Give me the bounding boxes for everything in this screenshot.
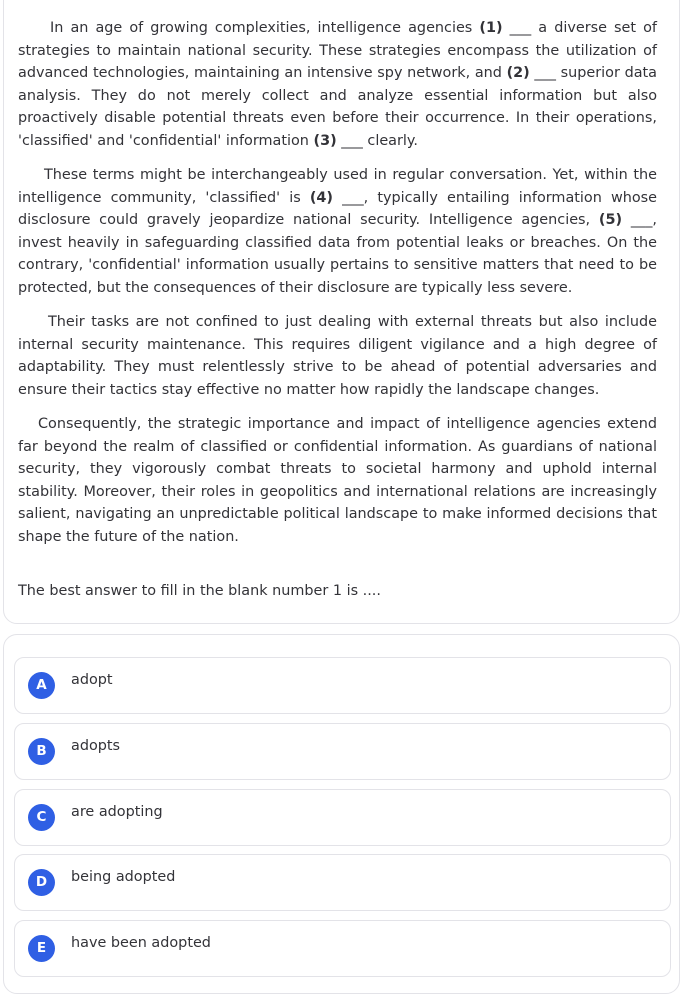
passage-paragraph-3 (18, 311, 657, 401)
blank-number: (3) (313, 132, 337, 149)
passage-text: ___, invest heavily in safeguarding classified data from potential leaks or breaches. On the contrary, 'confidential' information usually pertains to sensitive matters that need to be protected, but the consequences of their disclosure are typically less severe. (18, 212, 657, 296)
question-prompt: The best answer to fill in the blank number 1 is .... (18, 583, 381, 599)
passage-text: Their tasks are not confined to just dealing with external threats but also include internal security maintenance. This requires diligent vigilance and a high degree of adaptability. They must relentlessly strive to be ahead of potential adversaries and ensure their tactics stay effective no matter how rapidly the landscape changes. (18, 314, 657, 398)
option-letter-badge: A (28, 672, 55, 699)
passage-paragraph-1 (18, 17, 657, 152)
passage-text: Consequently, the strategic importance and impact of intelligence agencies extend far beyond the realm of classified or confidential information. As guardians of national security, they vigorously combat threats to societal harmony and uphold internal stability. Moreover, their roles in geopolitics and international relations are increasingly salient, navigating an unpredictable political landscape to make informed decisions that shape the future of the nation. (18, 416, 657, 545)
passage-paragraph-2 (18, 164, 657, 299)
blank-number: (2) (506, 65, 530, 81)
option-label: adopt (71, 672, 113, 688)
option-d[interactable] (14, 854, 671, 911)
passage-text: ___ clearly. (336, 132, 418, 149)
option-c[interactable] (14, 789, 671, 846)
blank-number: (1) (479, 20, 503, 36)
reading-passage (18, 17, 657, 548)
passage-text: ___ a diverse set of strategies to maintain national security. These strategies encompass the utilization of advanced technologies, maintaining an intensive spy network, and (18, 20, 657, 81)
option-letter-badge: D (28, 869, 55, 896)
passage-text: ___, typically entailing information whose disclosure could gravely jeopardize national security. Intelligence agencies, (18, 189, 657, 228)
blank-number: (5) (598, 212, 623, 228)
option-letter-badge: C (28, 804, 55, 831)
option-label: adopts (71, 738, 121, 754)
option-letter-badge: E (28, 935, 55, 962)
option-label: are adopting (71, 804, 163, 820)
option-label: have been adopted (71, 935, 211, 951)
option-e[interactable] (14, 920, 671, 977)
passage-text: These terms might be interchangeably used in regular conversation. Yet, within the intelligence community, 'classified' is (18, 167, 657, 206)
blank-number: (4) (309, 189, 333, 206)
option-label: being adopted (71, 869, 176, 885)
passage-text: In an age of growing complexities, intelligence agencies (50, 20, 480, 36)
option-b[interactable] (14, 723, 671, 780)
option-a[interactable] (14, 657, 671, 714)
option-letter-badge: B (28, 738, 55, 765)
passage-text: ___ superior data analysis. They do not merely collect and analyze essential information but also proactively disable potential threats even before their occurrence. In their operations, 'classified' and 'confidential' information (18, 65, 657, 149)
passage-paragraph-4 (18, 413, 657, 548)
